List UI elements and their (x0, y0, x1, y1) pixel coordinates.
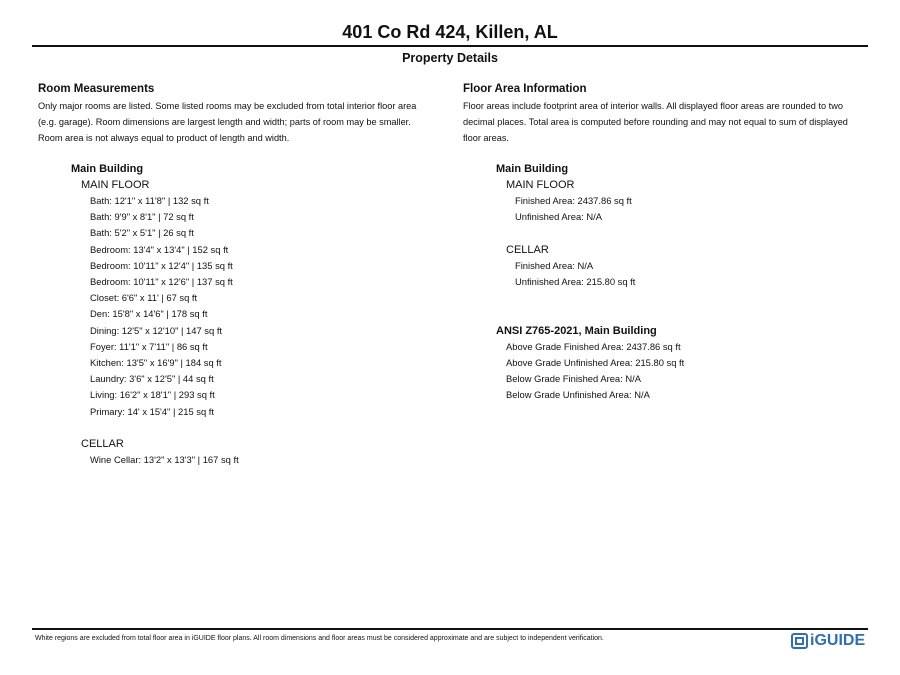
area-item: Unfinished Area: N/A (515, 211, 603, 223)
room-measurements-heading: Room Measurements (38, 83, 155, 95)
spacer (463, 290, 875, 306)
page-subtitle: Property Details (402, 51, 498, 65)
room-item: Laundry: 3'6" x 12'5" | 44 sq ft (90, 373, 214, 385)
footer-note: White regions are excluded from total floor area in iGUIDE floor plans. All room dimensions and floor areas must be considered approximate and are subject to independent verification. (35, 635, 604, 642)
description-line: Floor areas include footprint area of interior walls. All displayed floor areas are rounded to two (463, 101, 843, 111)
room-item: Kitchen: 13'5" x 16'9" | 184 sq ft (90, 357, 222, 369)
room-item: Primary: 14' x 15'4" | 215 sq ft (90, 405, 214, 417)
description-line: (e.g. garage). Room dimensions are largest length and width; parts of room may be smaller. (38, 117, 411, 128)
spacer (38, 420, 450, 436)
room-item: Closet: 6'6" x 11' | 67 sq ft (90, 292, 198, 304)
area-item: Finished Area: N/A (515, 259, 594, 271)
spacer (463, 306, 875, 322)
floor-area-section (463, 80, 875, 404)
building-name: Main Building (496, 162, 569, 175)
iguide-logo (791, 632, 865, 650)
area-item: Finished Area: 2437.86 sq ft (515, 195, 632, 207)
room-item: Bath: 9'9" x 8'1" | 72 sq ft (90, 211, 194, 223)
iguide-logo-icon (791, 633, 808, 649)
room-item: Wine Cellar: 13'2" x 13'3" | 167 sq ft (90, 454, 239, 466)
room-item: Bath: 12'1" x 11'8" | 132 sq ft (90, 195, 209, 207)
floor-name: CELLAR (81, 438, 124, 451)
floor-name: CELLAR (506, 243, 549, 256)
room-item: Bath: 5'2" x 5'1" | 26 sq ft (90, 227, 194, 239)
page-title: 401 Co Rd 424, Killen, AL (342, 22, 558, 42)
room-measurements-description (38, 98, 450, 147)
description-line: decimal places. Total area is computed before rounding and may not equal to sum of displayed (463, 117, 848, 128)
floor-name: MAIN FLOOR (506, 178, 575, 191)
room-item: Bedroom: 13'4" x 13'4" | 152 sq ft (90, 243, 229, 255)
room-item: Den: 15'8" x 14'6" | 178 sq ft (90, 308, 208, 320)
room-item: Bedroom: 10'11" x 12'6" | 137 sq ft (90, 276, 233, 288)
area-item: Unfinished Area: 215.80 sq ft (515, 276, 636, 288)
floor-area-description (463, 98, 875, 147)
building-name: Main Building (71, 162, 144, 175)
floor-area-heading: Floor Area Information (463, 83, 587, 95)
ansi-item: Above Grade Unfinished Area: 215.80 sq ft (506, 357, 685, 368)
floor-name: MAIN FLOOR (81, 178, 150, 191)
room-measurements-section (38, 80, 450, 468)
spacer (463, 225, 875, 241)
title-divider (32, 45, 868, 47)
ansi-item: Below Grade Unfinished Area: N/A (506, 389, 650, 401)
ansi-item: Below Grade Finished Area: N/A (506, 373, 641, 385)
room-item: Dining: 12'5" x 12'10" | 147 sq ft (90, 324, 223, 336)
description-line: floor areas. (463, 133, 509, 144)
room-item: Foyer: 11'1" x 7'11" | 86 sq ft (90, 340, 208, 352)
ansi-heading: ANSI Z765-2021, Main Building (496, 324, 657, 337)
footer-divider (32, 628, 868, 630)
room-item: Living: 16'2" x 18'1" | 293 sq ft (90, 389, 215, 401)
room-item: Bedroom: 10'11" x 12'4" | 135 sq ft (90, 259, 233, 271)
description-line: Room area is not always equal to product of length and width. (38, 133, 290, 144)
ansi-item: Above Grade Finished Area: 2437.86 sq ft (506, 340, 681, 352)
description-line: Only major rooms are listed. Some listed rooms may be excluded from total interior floor area (38, 101, 417, 111)
iguide-logo-text: iGUIDE (810, 632, 866, 649)
